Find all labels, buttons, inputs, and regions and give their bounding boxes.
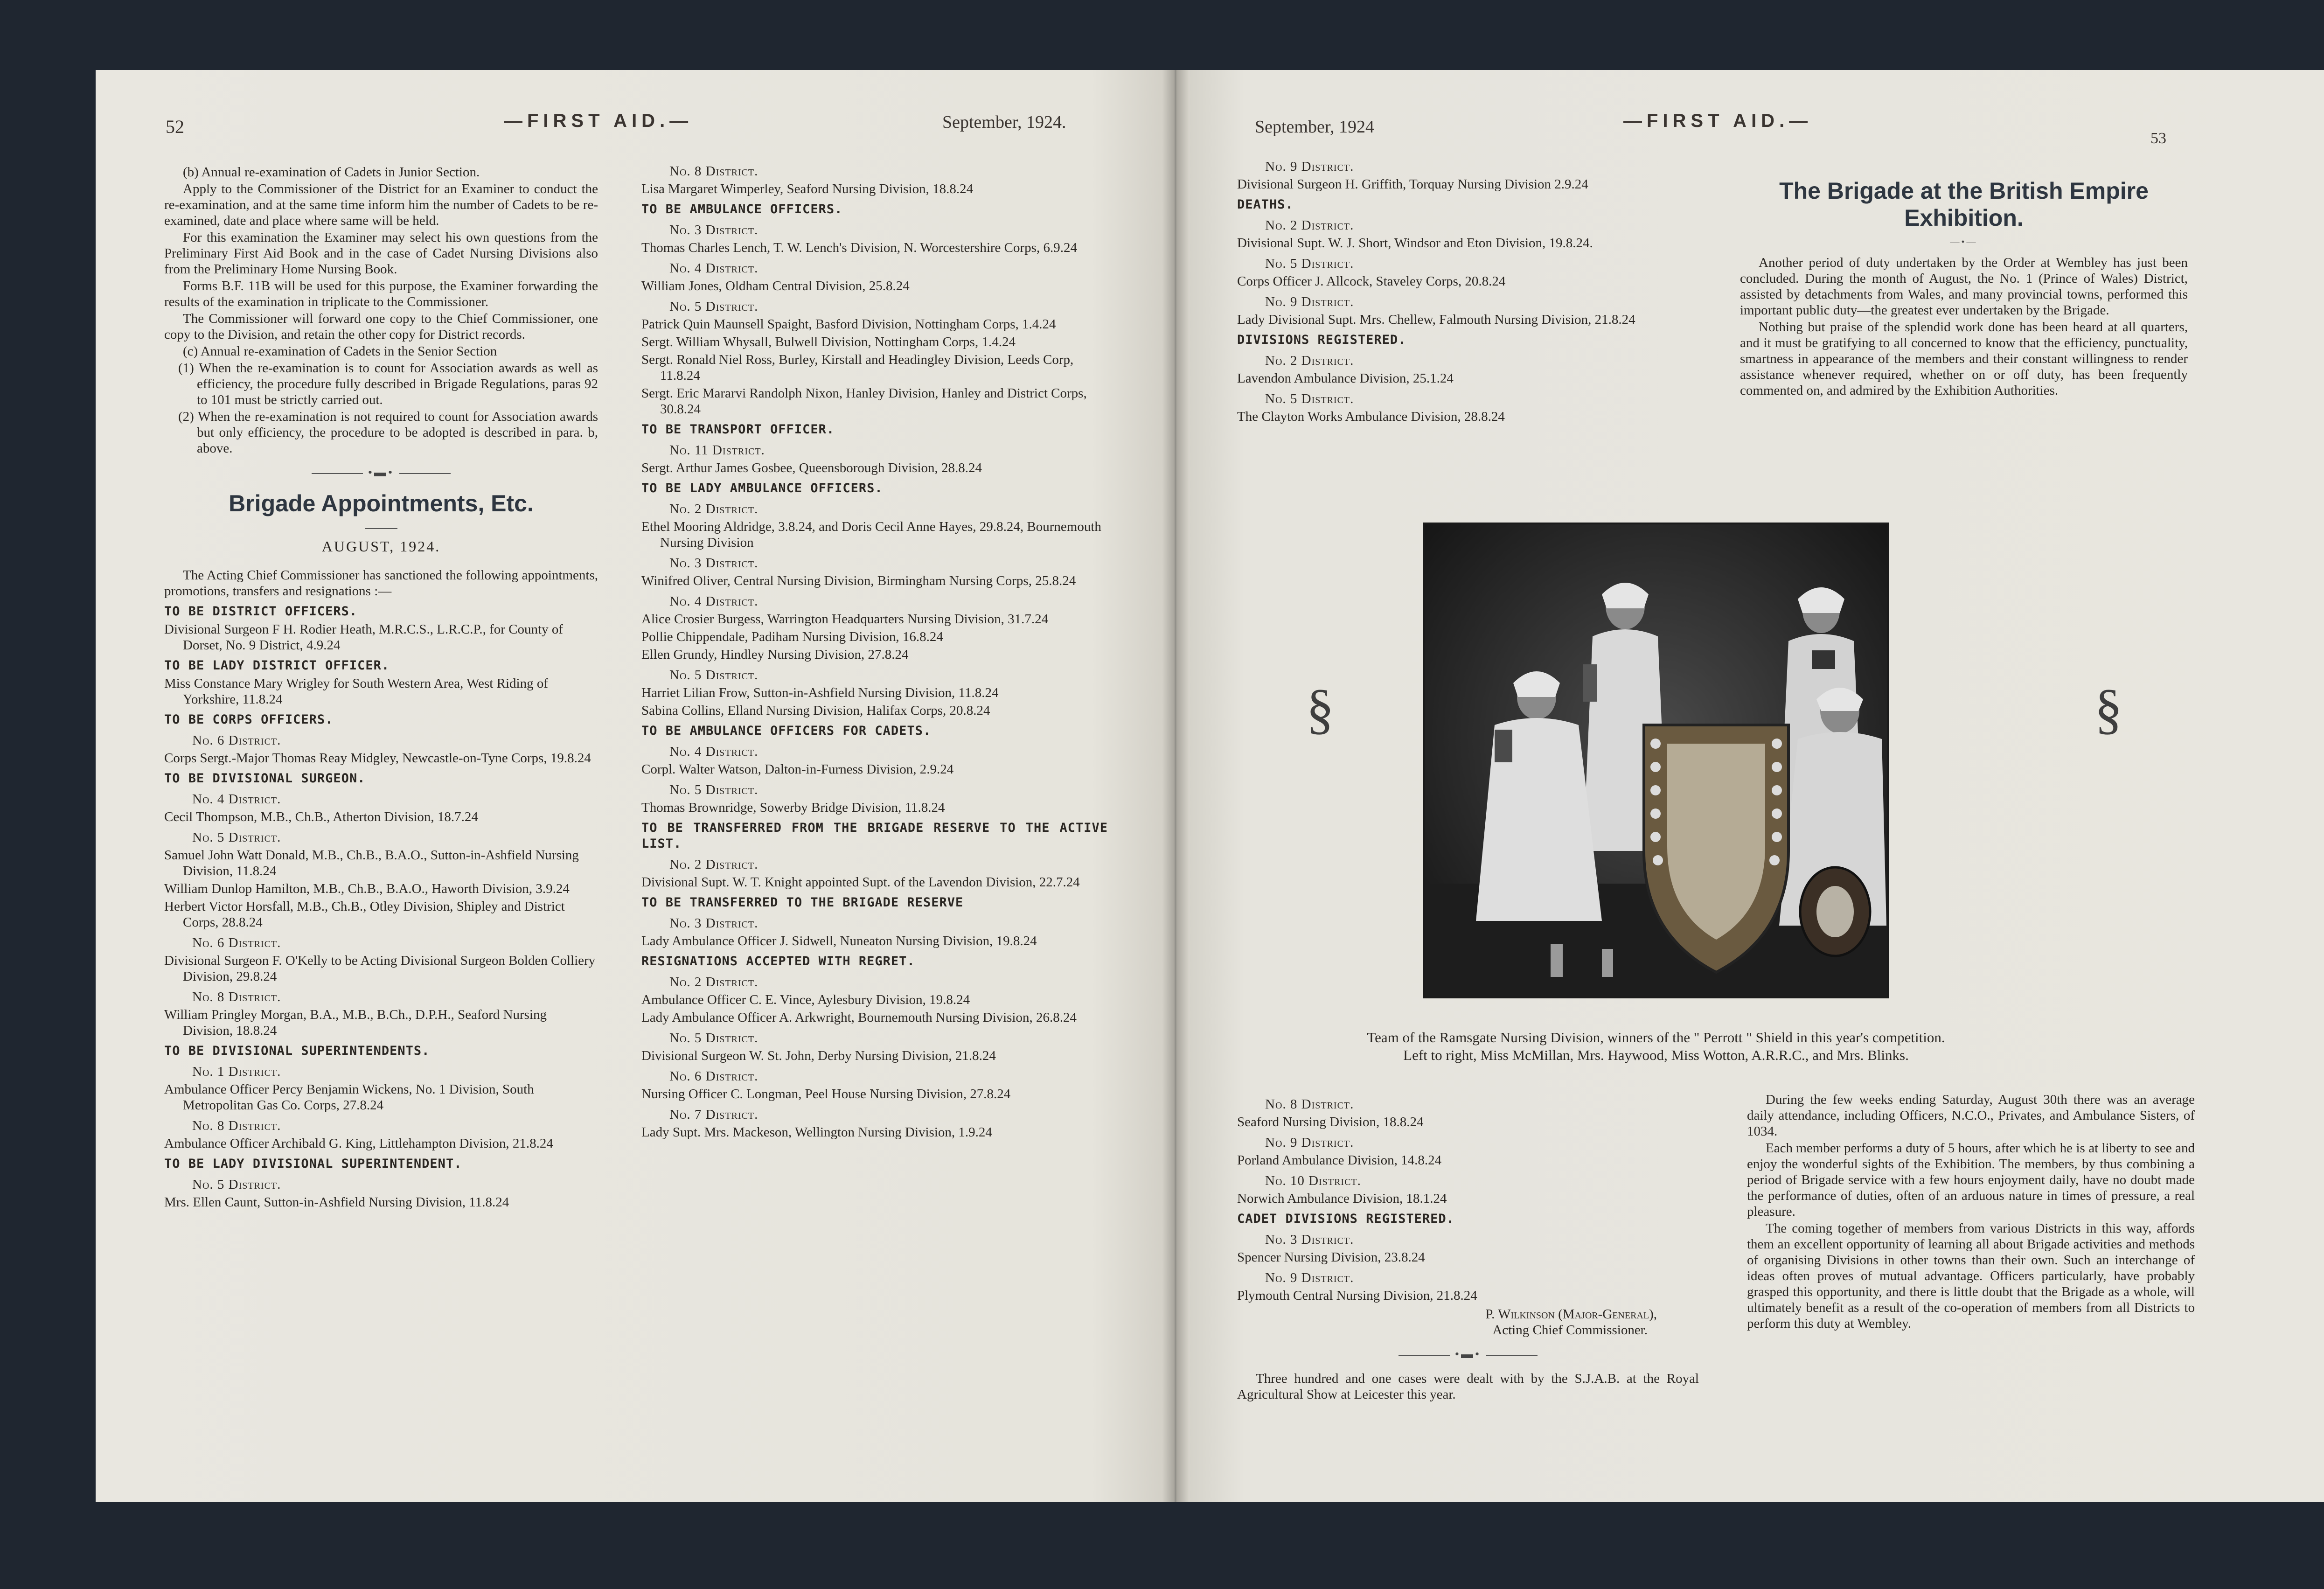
left-column-1 — [164, 164, 598, 1212]
paragraph: (2) When the re-examination is not required to count for Association awards but only efficiency, the procedure to be adopted is described in para. b, above. — [178, 409, 598, 456]
section-heading: TO BE TRANSFERRED FROM THE BRIGADE RESERVE TO THE ACTIVE LIST. — [641, 821, 1108, 851]
appointment-entry: Sergt. William Whysall, Bulwell Division, Nottingham Corps, 1.4.24 — [641, 335, 1016, 349]
appointment-entry: Pollie Chippendale, Padiham Nursing Division, 16.8.24 — [641, 629, 943, 644]
appointment-entry: Miss Constance Mary Wrigley for South Western Area, West Riding of Yorkshire, 11.8.24 — [164, 676, 548, 707]
appointment-entry: Sabina Collins, Elland Nursing Division, Halifax Corps, 20.8.24 — [641, 703, 990, 718]
registrations-list — [1237, 1096, 1699, 1303]
article-ornament: —•— — [1950, 237, 1978, 247]
district-heading: No. 8 District. — [192, 1118, 281, 1133]
district-heading: No. 3 District. — [669, 916, 758, 931]
appointment-entry: William Dunlop Hamilton, M.B., Ch.B., B.A.O., Haworth Division, 3.9.24 — [164, 881, 570, 896]
section-heading: TO BE AMBULANCE OFFICERS. — [641, 202, 843, 216]
appointments-intro: The Acting Chief Commissioner has sanctioned the following appointments, promotions, transfers and resignations :— — [164, 568, 598, 599]
district-heading: No. 6 District. — [669, 1069, 758, 1084]
section-heading: TO BE DIVISIONAL SURGEON. — [164, 771, 366, 786]
exhibition-article-bottom — [1747, 1092, 2195, 1332]
appointment-entry: The Clayton Works Ambulance Division, 28.8.24 — [1237, 409, 1505, 424]
district-heading: No. 8 District. — [1265, 1097, 1354, 1112]
exhibition-article-top — [1740, 177, 2188, 399]
photo-caption — [1306, 1029, 2006, 1064]
district-heading: No. 2 District. — [669, 975, 758, 990]
team-photograph — [1423, 523, 1889, 998]
appointment-entry: Alice Crosier Burgess, Warrington Headquarters Nursing Division, 31.7.24 — [641, 612, 1049, 627]
section-heading: TO BE AMBULANCE OFFICERS FOR CADETS. — [641, 724, 932, 738]
district-heading: No. 6 District. — [192, 935, 281, 950]
short-rule — [164, 520, 598, 536]
appointment-entry: Sergt. Ronald Niel Ross, Burley, Kirstall and Headingley Division, Leeds Corp, 11.8.24 — [641, 352, 1074, 383]
appointment-entry: Lady Ambulance Officer A. Arkwright, Bournemouth Nursing Division, 26.8.24 — [641, 1010, 1077, 1025]
paragraph: Another period of duty undertaken by the Order at Wembley has just been concluded. During the month of August, the No. 1 (Prince of Wales) District, assisted by detachments from Wales, and many provincial towns, performed this important public duty—the greatest ever undertaken by the Brigade. — [1740, 255, 2188, 318]
appointment-entry: Ambulance Officer Archibald G. King, Littlehampton Division, 21.8.24 — [164, 1136, 553, 1151]
appointment-entry: Herbert Victor Horsfall, M.B., Ch.B., Otley Division, Shipley and District Corps, 28.8.24 — [164, 899, 565, 930]
paragraph: (c) Annual re-examination of Cadets in the Senior Section — [183, 344, 497, 359]
appointment-entry: Norwich Ambulance Division, 18.1.24 — [1237, 1191, 1447, 1206]
district-heading: No. 4 District. — [192, 792, 281, 807]
appointment-entry: Porland Ambulance Division, 14.8.24 — [1237, 1153, 1442, 1168]
left-scroll-ornament: § — [1306, 678, 1334, 740]
appointment-entry: Sergt. Eric Mararvi Randolph Nixon, Hanley Division, Hanley and District Corps, 30.8.24 — [641, 386, 1087, 417]
paragraph: Forms B.F. 11B will be used for this purpose, the Examiner forwarding the results of the examination in triplicate to the Commissioner. — [164, 279, 598, 309]
appointment-entry: Lady Divisional Supt. Mrs. Chellew, Falmouth Nursing Division, 21.8.24 — [1237, 312, 1635, 327]
right-running-title — [1623, 110, 1812, 132]
right-scroll-ornament: § — [2094, 678, 2122, 740]
district-heading: No. 5 District. — [669, 299, 758, 314]
paragraph: For this examination the Examiner may select his own questions from the Preliminary First Aid Book and in the case of Cadet Nursing Divisions also from the Preliminary Home Nursing Book. — [164, 230, 598, 277]
appointment-entry: Divisional Surgeon H. Griffith, Torquay Nursing Division 2.9.24 — [1237, 177, 1588, 192]
left-running-title — [504, 110, 693, 132]
appointment-entry: Ethel Mooring Aldridge, 3.8.24, and Doris Cecil Anne Hayes, 29.8.24, Bournemouth Nursing Division — [641, 519, 1101, 550]
district-heading: No. 6 District. — [192, 733, 281, 748]
district-heading: No. 5 District. — [669, 668, 758, 683]
notices-list — [1237, 159, 1694, 425]
right-column-1-bottom — [1237, 1092, 1699, 1403]
section-heading: TO BE LADY AMBULANCE OFFICERS. — [641, 481, 883, 495]
district-heading: No. 4 District. — [669, 744, 758, 759]
appointments-month: AUGUST, 1924. — [321, 538, 441, 555]
appointment-entry: Divisional Surgeon W. St. John, Derby Nursing Division, 21.8.24 — [641, 1048, 996, 1063]
appointments-list-1 — [164, 604, 598, 1210]
district-heading: No. 3 District. — [1265, 1232, 1354, 1247]
left-column-2 — [641, 159, 1108, 1142]
cadet-reexamination-text — [164, 164, 598, 456]
paragraph: During the few weeks ending Saturday, August 30th there was an average daily attendance, including Officers, N.C.O., Privates, and Ambulance Sisters, of 1034. — [1747, 1092, 2195, 1139]
section-heading: TO BE CORPS OFFICERS. — [164, 712, 334, 727]
section-heading: DEATHS. — [1237, 197, 1294, 212]
paragraph: (1) When the re-examination is to count for Association awards as well as efficiency, the procedure fully described in Brigade Regulations, paras 92 to 101 must be strictly carried out. — [178, 361, 598, 407]
appointment-entry: Divisional Surgeon F H. Rodier Heath, M.R.C.S., L.R.C.P., for County of Dorset, No. 9 District, 4.9.24 — [164, 622, 563, 653]
appointments-heading: Brigade Appointments, Etc. — [229, 490, 534, 516]
appointment-entry: Ambulance Officer C. E. Vince, Aylesbury Division, 19.8.24 — [641, 992, 970, 1007]
district-heading: No. 2 District. — [669, 502, 758, 516]
section-heading: RESIGNATIONS ACCEPTED WITH REGRET. — [641, 954, 915, 969]
right-column-1-top — [1237, 154, 1694, 426]
book-gutter — [1162, 70, 1190, 1502]
district-heading: No. 5 District. — [192, 1177, 281, 1192]
right-running-title-text: —FIRST AID.— — [1623, 111, 1813, 131]
district-heading: No. 2 District. — [1265, 218, 1354, 233]
district-heading: No. 9 District. — [1265, 294, 1354, 309]
district-heading: No. 5 District. — [1265, 256, 1354, 271]
appointment-entry: Ellen Grundy, Hindley Nursing Division, 27.8.24 — [641, 647, 909, 662]
appointment-entry: Lisa Margaret Wimperley, Seaford Nursing Division, 18.8.24 — [641, 181, 974, 196]
appointment-entry: Seaford Nursing Division, 18.8.24 — [1237, 1115, 1424, 1129]
district-heading: No. 10 District. — [1265, 1173, 1361, 1188]
district-heading: No. 4 District. — [669, 594, 758, 609]
appointment-entry: Cecil Thompson, M.B., Ch.B., Atherton Division, 18.7.24 — [164, 809, 478, 824]
appointment-entry: Mrs. Ellen Caunt, Sutton-in-Ashfield Nursing Division, 11.8.24 — [164, 1195, 509, 1210]
appointment-entry: Sergt. Arthur James Gosbee, Queensborough Division, 28.8.24 — [641, 460, 982, 475]
photo-caption-line-2: Left to right, Miss McMillan, Mrs. Haywood, Miss Wotton, A.R.R.C., and Mrs. Blinks. — [1403, 1047, 1909, 1063]
paragraph: The coming together of members from various Districts in this way, affords them an excellent opportunity of learning all about Brigade activities and methods of organising Divisions in other towns than their own. Such an interchange of ideas often proves of mutual advantage. Officers particularly, have probably grasped this opportunity, and there is little doubt that the Brigade as a whole, will ultimately benefit as a result of the co-operation of members from all Districts to perform this duty at Wembley. — [1747, 1221, 2195, 1331]
district-heading: No. 8 District. — [669, 164, 758, 179]
left-page-number: 52 — [166, 116, 184, 137]
section-heading: TO BE LADY DISTRICT OFFICER. — [164, 658, 390, 673]
district-heading: No. 9 District. — [1265, 1135, 1354, 1150]
appointment-entry: Divisional Supt. W. J. Short, Windsor and Eton Division, 19.8.24. — [1237, 236, 1593, 251]
appointment-entry: Lavendon Ambulance Division, 25.1.24 — [1237, 371, 1454, 386]
district-heading: No. 4 District. — [669, 261, 758, 276]
appointment-entry: Thomas Brownridge, Sowerby Bridge Division, 11.8.24 — [641, 800, 945, 815]
appointment-entry: Divisional Surgeon F. O'Kelly to be Acting Divisional Surgeon Bolden Colliery Division, 29.8.24 — [164, 953, 596, 984]
appointment-entry: Divisional Supt. W. T. Knight appointed Supt. of the Lavendon Division, 22.7.24 — [641, 875, 1080, 890]
section-heading: TO BE DIVISIONAL SUPERINTENDENTS. — [164, 1044, 430, 1058]
district-heading: No. 2 District. — [669, 857, 758, 872]
signature-name: P. Wilkinson (Major-General), — [1485, 1307, 1657, 1322]
appointments-list-2 — [641, 163, 1108, 1140]
right-date: September, 1924 — [1255, 117, 1374, 137]
appointment-entry: Harriet Lilian Frow, Sutton-in-Ashfield Nursing Division, 11.8.24 — [641, 685, 999, 700]
appointment-entry: Plymouth Central Nursing Division, 21.8.24 — [1237, 1288, 1477, 1303]
appointment-entry: Winifred Oliver, Central Nursing Division, Birmingham Nursing Corps, 25.8.24 — [641, 573, 1076, 588]
appointment-entry: Spencer Nursing Division, 23.8.24 — [1237, 1250, 1425, 1265]
ornament-divider: •▬• — [164, 465, 598, 481]
team-photo-image — [1425, 524, 1887, 997]
district-heading: No. 3 District. — [669, 223, 758, 237]
section-heading: TO BE TRANSPORT OFFICER. — [641, 422, 835, 437]
signature-title: Acting Chief Commissioner. — [1492, 1323, 1648, 1338]
appointment-entry: Samuel John Watt Donald, M.B., Ch.B., B.A.O., Sutton-in-Ashfield Nursing Division, 11.8.24 — [164, 848, 579, 878]
photo-caption-line-1: Team of the Ramsgate Nursing Division, winners of the " Perrott " Shield in this year's competition. — [1367, 1029, 1945, 1045]
section-heading: CADET DIVISIONS REGISTERED. — [1237, 1212, 1454, 1226]
appointment-entry: Ambulance Officer Percy Benjamin Wickens, No. 1 Division, South Metropolitan Gas Co. Corps, 27.8.24 — [164, 1082, 534, 1113]
appointment-entry: Corps Sergt.-Major Thomas Reay Midgley, Newcastle-on-Tyne Corps, 19.8.24 — [164, 751, 591, 766]
paragraph: The Commissioner will forward one copy to the Chief Commissioner, one copy to the Division, and retain the other copy for District records. — [164, 311, 598, 342]
paragraph: Each member performs a duty of 5 hours, after which he is at liberty to see and enjoy the wonderful sights of the Exhibition. The members, by thus combining a period of Brigade service with a few hours enjoyment daily, have no doubt made the performance of duties, often of an arduous nature in times of pressure, a real pleasure. — [1747, 1141, 2195, 1219]
right-page-number: 53 — [2150, 130, 2166, 147]
district-heading: No. 5 District. — [669, 782, 758, 797]
paragraph: (b) Annual re-examination of Cadets in Junior Section. — [183, 165, 480, 180]
district-heading: No. 5 District. — [1265, 391, 1354, 406]
district-heading: No. 2 District. — [1265, 353, 1354, 368]
district-heading: No. 5 District. — [192, 830, 281, 845]
district-heading: No. 7 District. — [669, 1107, 758, 1122]
section-heading: TO BE TRANSFERRED TO THE BRIGADE RESERVE — [641, 895, 964, 910]
appointment-entry: Nursing Officer C. Longman, Peel House Nursing Division, 27.8.24 — [641, 1087, 1011, 1101]
section-heading: DIVISIONS REGISTERED. — [1237, 333, 1406, 347]
appointment-entry: Corpl. Walter Watson, Dalton-in-Furness Division, 2.9.24 — [641, 762, 954, 777]
district-heading: No. 3 District. — [669, 556, 758, 571]
district-heading: No. 9 District. — [1265, 159, 1354, 174]
appointment-entry: Lady Supt. Mrs. Mackeson, Wellington Nursing Division, 1.9.24 — [641, 1125, 992, 1140]
district-heading: No. 1 District. — [192, 1064, 281, 1079]
section-heading: TO BE DISTRICT OFFICERS. — [164, 604, 358, 619]
district-heading: No. 11 District. — [669, 443, 765, 458]
district-heading: No. 8 District. — [192, 990, 281, 1004]
article-heading: The Brigade at the British Empire Exhibition. — [1779, 178, 2149, 231]
appointment-entry: Corps Officer J. Allcock, Staveley Corps, 20.8.24 — [1237, 274, 1506, 289]
district-heading: No. 5 District. — [669, 1031, 758, 1045]
paragraph: Nothing but praise of the splendid work done has been heard at all quarters, and it must be gratifying to all concerned to know that the efficiency, punctuality, smartness in appearance of the members and their constant willingness to render assistance whenever required, whether on or off duty, has been frequently commented on, and admired by the Exhibition Authorities. — [1740, 320, 2188, 398]
left-running-title-text: —FIRST AID.— — [504, 111, 693, 131]
appointment-entry: Thomas Charles Lench, T. W. Lench's Division, N. Worcestershire Corps, 6.9.24 — [641, 240, 1077, 255]
paragraph: Apply to the Commissioner of the District for an Examiner to conduct the re-examination, and at the same time inform him the number of Cadets to be re-examined, date and place where same will be held. — [164, 181, 598, 228]
leicester-note: Three hundred and one cases were dealt with by the S.J.A.B. at the Royal Agricultural Show at Leicester this year. — [1237, 1371, 1699, 1402]
appointment-entry: William Pringley Morgan, B.A., M.B., B.Ch., D.P.H., Seaford Nursing Division, 18.8.24 — [164, 1007, 547, 1038]
appointment-entry: Lady Ambulance Officer J. Sidwell, Nuneaton Nursing Division, 19.8.24 — [641, 934, 1037, 948]
district-heading: No. 9 District. — [1265, 1270, 1354, 1285]
section-heading: TO BE LADY DIVISIONAL SUPERINTENDENT. — [164, 1157, 462, 1171]
appointment-entry: Patrick Quin Maunsell Spaight, Basford Division, Nottingham Corps, 1.4.24 — [641, 317, 1056, 332]
article-top-text — [1740, 255, 2188, 398]
left-date: September, 1924. — [942, 112, 1066, 132]
signature-ornament: •▬• — [1237, 1346, 1699, 1362]
appointment-entry: William Jones, Oldham Central Division, 25.8.24 — [641, 279, 910, 293]
